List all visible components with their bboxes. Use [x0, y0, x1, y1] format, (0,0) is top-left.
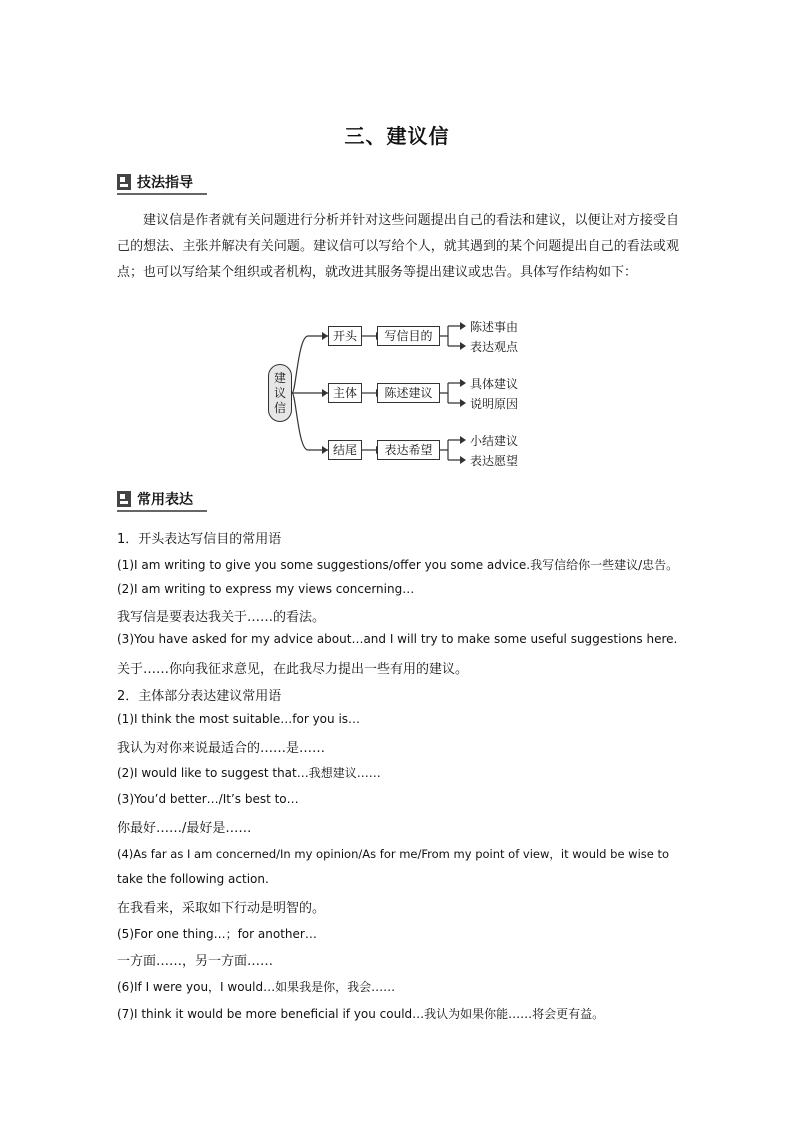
- expression-line: (5)For one thing…；for another…: [117, 927, 317, 941]
- diagram-part-opening: 开头: [328, 326, 362, 346]
- section-underline: [117, 510, 207, 512]
- translation-line: 关于……你向我征求意见，在此我尽力提出一些有用的建议。: [117, 662, 469, 677]
- expression-line: (2)I would like to suggest that…我想建议……: [117, 766, 381, 780]
- expression-line: (7)I think it would be more beneficial if you could…我认为如果你能……将会更有益。: [117, 1007, 605, 1021]
- expression-line: (4)As far as I am concerned/In my opinion/As for me/From my point of view，it would be wise to: [117, 847, 670, 861]
- expression-line: (3)You’d better…/It’s best to…: [117, 792, 299, 806]
- heading-body-expressions: 2．主体部分表达建议常用语: [117, 689, 282, 704]
- diagram-content-hope: 表达希望: [377, 440, 440, 460]
- expression-line: take the following action.: [117, 872, 269, 886]
- diagram-leaf: 陈述事由: [470, 320, 519, 334]
- translation-line: 你最好……/最好是……: [117, 821, 252, 836]
- diagram-content-suggestions: 陈述建议: [377, 383, 440, 403]
- diagram-part-ending: 结尾: [328, 440, 362, 460]
- translation-line: 一方面……，另一方面……: [117, 954, 274, 969]
- expression-line: (3)You have asked for my advice about…and I will try to make some useful suggestions here.: [117, 632, 678, 646]
- diagram-content-purpose: 写信目的: [377, 326, 440, 346]
- diagram-leaf: 小结建议: [470, 434, 519, 448]
- heading-opening-expressions: 1．开头表达写信目的常用语: [117, 532, 282, 547]
- section-underline: [117, 193, 207, 195]
- section-marker-icon: [117, 174, 131, 190]
- section-header-technique: [117, 172, 207, 194]
- translation-line: 我写信是要表达我关于……的看法。: [117, 610, 326, 625]
- diagram-leaf: 具体建议: [470, 377, 519, 391]
- page-title: 三、建议信: [344, 124, 450, 148]
- diagram-root-node: 建议信: [268, 364, 292, 422]
- diagram-leaf: 表达愿望: [470, 454, 519, 468]
- translation-line: 在我看来，采取如下行动是明智的。: [117, 901, 326, 916]
- expression-line: (1)I think the most suitable…for you is…: [117, 712, 361, 726]
- intro-paragraph: 建议信是作者就有关问题进行分析并针对这些问题提出自己的看法和建议，以便让对方接受自己的想法、主张并解决有关问题。建议信可以写给个人，就其遇到的某个问题提出自己的看法或观点；也可以写给某个组织或者机构，就改进其服务等提出建议或忠告。具体写作结构如下：: [117, 213, 679, 280]
- section-label: 常用表达: [137, 492, 193, 508]
- translation-line: 我认为对你来说最适合的……是……: [117, 741, 326, 756]
- expression-line: (6)If I were you，I would…如果我是你，我会……: [117, 980, 396, 994]
- diagram-leaf: 表达观点: [470, 340, 519, 354]
- diagram-part-body: 主体: [328, 383, 362, 403]
- section-marker-icon: [117, 491, 131, 507]
- expression-line: (1)I am writing to give you some suggestions/offer you some advice.我写信给你一些建议/忠告。: [117, 558, 679, 572]
- diagram-leaf: 说明原因: [470, 397, 519, 411]
- section-header-expressions: [117, 489, 207, 511]
- structure-diagram: [260, 312, 540, 474]
- section-label: 技法指导: [137, 175, 193, 191]
- expression-line: (2)I am writing to express my views concerning…: [117, 582, 415, 596]
